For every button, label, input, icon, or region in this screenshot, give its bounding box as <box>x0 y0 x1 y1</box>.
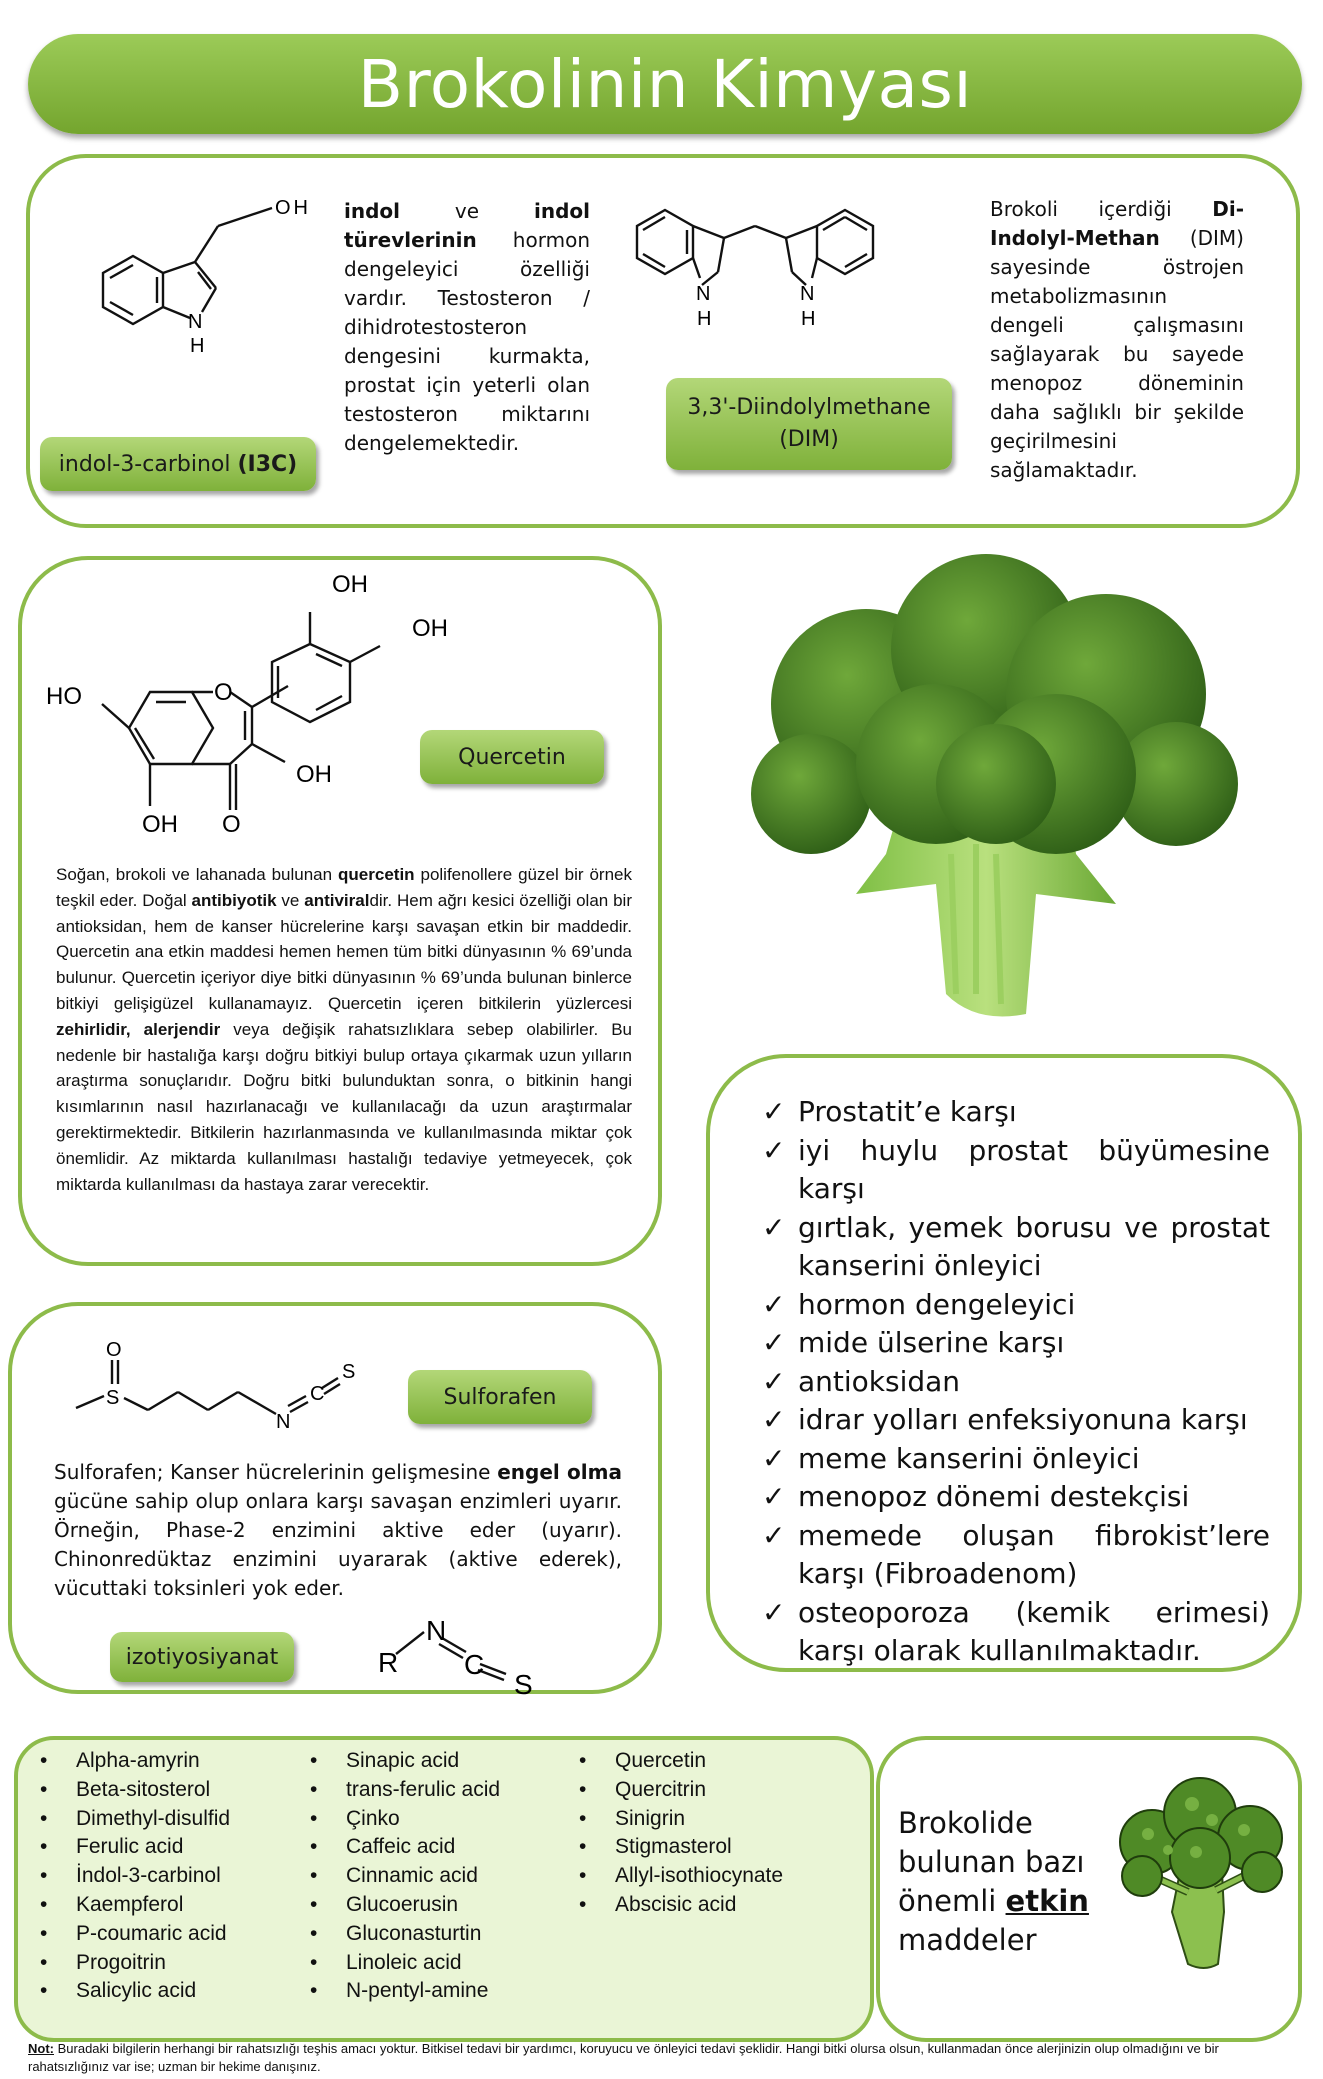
checkmark-icon: ✓ <box>762 1441 786 1475</box>
benefit-text: iyi huylu prostat büyümesine karşı <box>798 1133 1270 1205</box>
caption-line-4: maddeler <box>898 1923 1037 1957</box>
benefit-text: Prostatit’e karşı <box>798 1095 1017 1128</box>
benefit-item <box>762 1401 1270 1440</box>
compound-item: • Quercitrin <box>577 1776 857 1805</box>
quercetin-t4: dir. Hem ağrı kesici özelliği olan bir antioksidan, hem de kanser hücrelerine karşı savaşan etkin bir maddedir. Quercetin ana etkin maddesi hemen hemen tüm bitki dünyasının % 69’unda bulunur. Quercetin içeriyor diye bitki dünyasının % 69’unda bulunan binlerce bitkiyi gelişigüzel kullanamayız. Quercetin içeren bitkilerin yüzlercesi <box>56 890 632 1013</box>
checkmark-icon: ✓ <box>762 1133 786 1167</box>
quercetin-t5: veya değişik rahatsızlıklara sebep olabilirler. Bu nedenle bir hastalığa karşı doğru bitkiyi bulup ortaya çıkarmak uzun yılların araştırma sonuçlarıdır. Doğru bitki bulunduktan sonra, o bitkinin hangi kısımlarının nasıl hazırlanacağı ve kullanılacağı da uzun araştırmalar gerektirmektedir. Bitkilerin hazırlanmasında ve kullanılmasında miktar çok önemlidir. Az miktarda kullanılması hastalığı tedaviye yetmeyecek, çok miktarda kullanılması da hastaya zarar verecektir. <box>56 1019 633 1194</box>
i3c-n-label: N <box>188 311 203 333</box>
quercetin-oh-top: OH <box>332 571 368 598</box>
compound-item: • Çinko <box>308 1805 568 1834</box>
quercetin-description <box>56 862 632 1197</box>
benefits-list <box>762 1093 1270 1671</box>
dim-n-right: N <box>800 283 815 305</box>
checkmark-icon: ✓ <box>762 1210 786 1244</box>
compound-item: • Gluconasturtin <box>308 1920 568 1949</box>
sulforafen-label: Sulforafen <box>408 1370 592 1424</box>
compound-item: • Ferulic acid <box>38 1833 298 1862</box>
checkmark-icon: ✓ <box>762 1403 786 1436</box>
i3c-h-label: H <box>190 335 205 357</box>
dim-label-line1: 3,3'-Diindolylmethane <box>687 395 931 420</box>
caption-emphasis: etkin <box>1005 1884 1089 1918</box>
i3c-text-b2: indol türevlerinin <box>344 199 590 252</box>
i3c-label <box>40 437 316 491</box>
benefit-text: mide ülserine karşı <box>798 1326 1065 1359</box>
sulforafen-b1: engel olma <box>497 1460 622 1484</box>
dim-description <box>990 195 1244 485</box>
compound-item: • Linoleic acid <box>308 1949 568 1978</box>
compound-item: • Cinnamic acid <box>308 1862 568 1891</box>
checkmark-icon: ✓ <box>762 1095 786 1128</box>
quercetin-oh-bottom: OH <box>142 811 178 838</box>
small-broccoli-illustration <box>1112 1772 1290 1972</box>
compound-item: • N-pentyl-amine <box>308 1977 568 2006</box>
quercetin-carbonyl-o: O <box>222 811 241 838</box>
benefit-item <box>762 1093 1270 1132</box>
benefit-item <box>762 1478 1270 1517</box>
benefit-text: hormon dengeleyici <box>798 1287 1076 1321</box>
dim-text-b1: Di-Indolyl-Methan <box>990 197 1244 250</box>
quercetin-b3: antiviral <box>304 890 370 910</box>
dim-text-t2: (DIM) sayesinde östrojen metabolizmasının dengeli çalışmasını sağlayarak bu sayede menopoz döneminin daha sağlıklı bir şekilde geçirilmesini sağlamaktadır. <box>990 226 1244 482</box>
compound-item: • Dimethyl-disulfid <box>38 1805 298 1834</box>
caption-line-2: bulunan bazı <box>898 1845 1085 1879</box>
dim-label <box>666 378 952 470</box>
compound-item: • Quercetin <box>577 1747 857 1776</box>
sulforafen-c-label: C <box>310 1383 325 1405</box>
note-text: Buradaki bilgilerin herhangi bir rahatsızlığı teşhis amacı yoktur. Bitkisel tedavi bir yardımcı, koruyucu ve önleyici tedavi şeklidir. Hangi bitki olursa olsun, kullanmadan önce alerjinizin olup olmadığını ve bir rahatsızlığınız var ise; uzman bir hekime danışınız. <box>28 2041 1219 2074</box>
i3c-label-main: indol-3-carbinol <box>58 451 238 477</box>
compound-item: • Caffeic acid <box>308 1833 568 1862</box>
benefit-item <box>762 1324 1270 1363</box>
i3c-structure <box>60 190 330 380</box>
benefit-text: idrar yolları enfeksiyonuna karşı <box>798 1403 1248 1436</box>
i3c-text-b1: indol <box>344 199 401 223</box>
compound-item: • Kaempferol <box>38 1891 298 1920</box>
checkmark-icon: ✓ <box>762 1518 786 1552</box>
benefit-text: antioksidan <box>798 1364 961 1398</box>
benefit-item <box>762 1286 1270 1325</box>
note-label: Not: <box>28 2041 54 2056</box>
dim-label-line2: (DIM) <box>779 427 839 452</box>
quercetin-oh-middle: OH <box>296 761 332 788</box>
quercetin-ho-left: HO <box>46 683 82 710</box>
quercetin-structure <box>40 562 480 842</box>
page-title: Brokolinin Kimyası <box>357 45 973 123</box>
caption-text <box>898 1804 1098 1960</box>
izo-c-label: C <box>464 1649 485 1680</box>
izo-n-label: N <box>426 1615 447 1646</box>
benefit-item <box>762 1440 1270 1479</box>
footer-note <box>28 2040 1298 2076</box>
compounds-column-1 <box>38 1747 298 2006</box>
quercetin-b4: zehirlidir, alerjendir <box>56 1019 221 1039</box>
dim-n-left: N <box>696 283 711 305</box>
quercetin-ring-o: O <box>214 679 233 706</box>
dim-structure <box>630 192 930 342</box>
izotiyosiyanat-structure <box>376 1610 556 1696</box>
checkmark-icon: ✓ <box>762 1287 786 1321</box>
quercetin-b2: antibiyotik <box>191 890 277 910</box>
dim-text-t1: Brokoli içerdiği <box>990 197 1213 221</box>
i3c-label-abbr: (I3C) <box>237 451 298 477</box>
i3c-description <box>344 197 590 458</box>
caption-line-1: Brokolide <box>898 1806 1033 1840</box>
sulforafen-n-label: N <box>276 1411 291 1433</box>
compound-item: • Glucoerusin <box>308 1891 568 1920</box>
title-banner <box>28 34 1302 134</box>
checkmark-icon: ✓ <box>762 1326 786 1359</box>
izo-s-label: S <box>514 1669 533 1696</box>
quercetin-t2: polifenollere güzel bir örnek teşkil eder. Doğal <box>56 865 633 910</box>
compound-item: • Progoitrin <box>38 1949 298 1978</box>
sulforafen-o-label: O <box>106 1340 122 1361</box>
dim-h-right: H <box>801 308 816 330</box>
benefit-text: gırtlak, yemek borusu ve prostat kanserini önleyici <box>798 1210 1270 1282</box>
compound-item: • trans-ferulic acid <box>308 1776 568 1805</box>
caption-line-3 <box>898 1882 1098 1921</box>
compound-item: • Stigmasterol <box>577 1833 857 1862</box>
dim-h-left: H <box>697 308 712 330</box>
compounds-column-2 <box>308 1747 568 2006</box>
compound-item: • İndol-3-carbinol <box>38 1862 298 1891</box>
compound-item: • P-coumaric acid <box>38 1920 298 1949</box>
i3c-text-t1: ve <box>400 199 534 223</box>
izotiyosiyanat-label: izotiyosiyanat <box>110 1632 294 1682</box>
benefit-item <box>762 1363 1270 1402</box>
quercetin-label: Quercetin <box>420 730 604 784</box>
checkmark-icon: ✓ <box>762 1364 786 1398</box>
sulforafen-s2-label: S <box>342 1361 356 1383</box>
compounds-column-3 <box>577 1747 857 1920</box>
compound-item: • Alpha-amyrin <box>38 1747 298 1776</box>
sulforafen-t2: gücüne sahip olup onlara karşı savaşan enzimleri uyarır. Örneğin, Phase-2 enzimini aktive eder (uyarır). Chinonredüktaz enzimini uyararak (aktive ederek), vücuttaki toksinleri yok eder. <box>54 1489 622 1600</box>
i3c-oh-label: OH <box>275 197 311 219</box>
benefit-text: menopoz dönemi destekçisi <box>798 1480 1190 1513</box>
benefit-item <box>762 1594 1270 1671</box>
compound-item: • Sinapic acid <box>308 1747 568 1776</box>
compound-item: • Beta-sitosterol <box>38 1776 298 1805</box>
compound-item: • Salicylic acid <box>38 1977 298 2006</box>
benefit-item <box>762 1132 1270 1209</box>
sulforafen-description <box>54 1458 622 1603</box>
izo-r-label: R <box>378 1647 399 1678</box>
benefit-text: osteoporoza (kemik erimesi) karşı olarak kullanılmaktadır. <box>798 1595 1270 1667</box>
sulforafen-s-label: S <box>106 1387 120 1409</box>
i3c-text-t2: hormon dengeleyici özelliği vardır. Testosteron / dihidrotestosteron dengesini kurmakta, prostat için yeterli olan testosteron miktarını dengelemektedir. <box>344 228 590 455</box>
compound-item: • Allyl-isothiocynate <box>577 1862 857 1891</box>
checkmark-icon: ✓ <box>762 1595 786 1629</box>
sulforafen-structure <box>66 1340 386 1440</box>
quercetin-b1: quercetin <box>338 865 415 884</box>
quercetin-t1: Soğan, brokoli ve lahanada bulunan <box>56 865 339 884</box>
quercetin-oh-right: OH <box>412 615 448 642</box>
caption-line-3-pre: önemli <box>898 1884 1006 1918</box>
sulforafen-t1: Sulforafen; Kanser hücrelerinin gelişmesine <box>54 1460 498 1484</box>
benefit-text: memede oluşan fibrokist’lere karşı (Fibroadenom) <box>798 1518 1270 1590</box>
compound-item: • Sinigrin <box>577 1805 857 1834</box>
compound-item: • Abscisic acid <box>577 1891 857 1920</box>
quercetin-t3: ve <box>276 890 305 910</box>
benefit-text: meme kanserini önleyici <box>798 1441 1140 1475</box>
broccoli-illustration <box>736 554 1242 1032</box>
checkmark-icon: ✓ <box>762 1480 786 1513</box>
benefit-item <box>762 1209 1270 1286</box>
benefit-item <box>762 1517 1270 1594</box>
